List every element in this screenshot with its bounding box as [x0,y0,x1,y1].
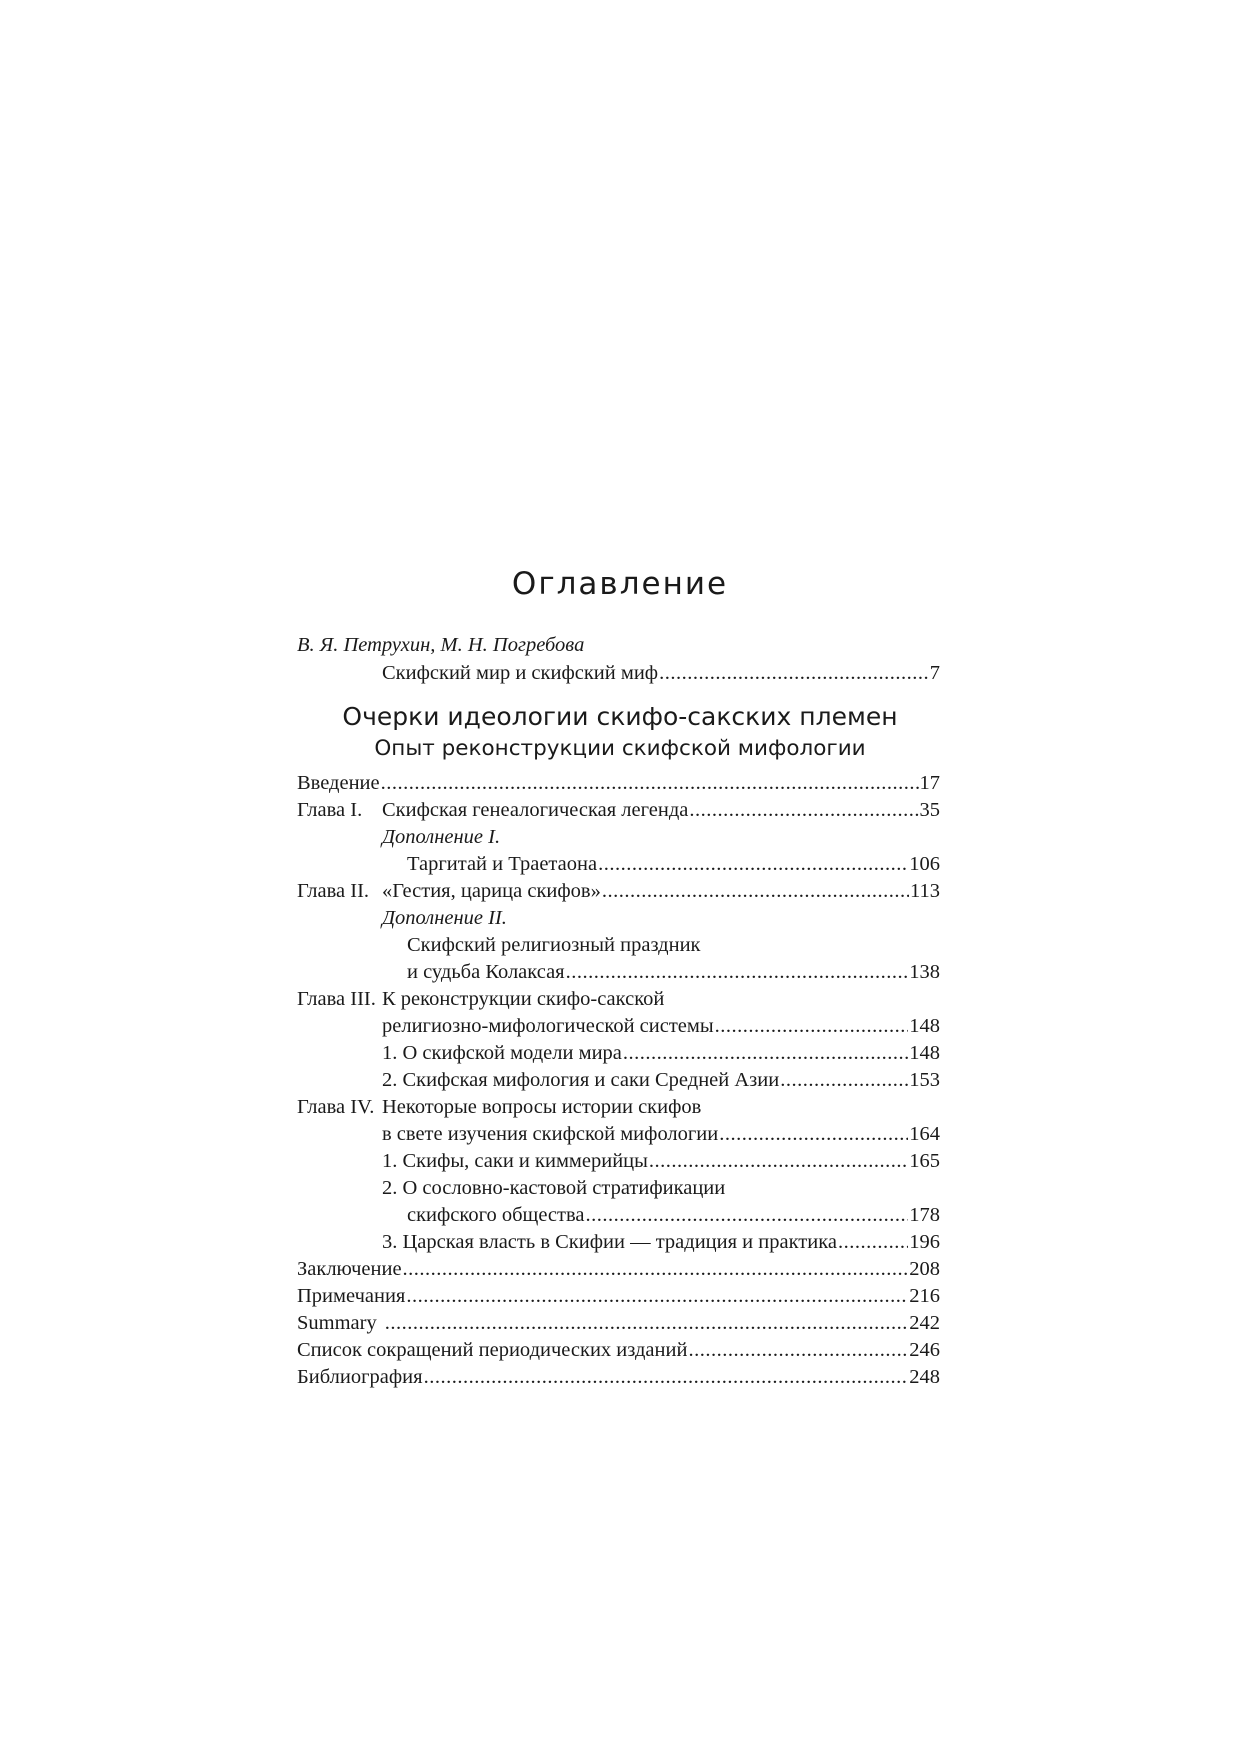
toc-entry-notes[interactable] [297,1283,940,1310]
toc-entry-title: 1. Скифы, саки и киммерийцы [382,1150,648,1172]
leader-dots [598,851,908,878]
toc-page-number: 138 [909,961,940,983]
toc-entry-title: Summary [297,1312,377,1334]
toc-entry-appendix-1[interactable] [407,851,940,878]
leader-dots [566,959,909,986]
toc-entry-title: 2. Скифская мифология и саки Средней Азии [382,1069,780,1091]
toc-page-number: 165 [909,1150,940,1172]
leader-dots [780,1067,908,1094]
leader-dots [385,1310,909,1337]
book-subtitle: Опыт реконструкции скифской мифологии [374,736,866,761]
toc-entry-title: и судьба Колаксая [407,961,565,983]
toc-entry-vvedenie[interactable] [297,770,940,797]
book-title: Очерки идеологии скифо-сакских племен [342,702,898,731]
toc-entry-title: Список сокращений периодических изданий [297,1339,688,1361]
leader-dots [838,1229,908,1256]
toc-entry-chapter-1[interactable] [382,797,940,824]
toc-page-number: 17 [919,772,940,794]
leader-dots [623,1040,908,1067]
toc-page-number: 106 [909,853,940,875]
leader-dots [424,1364,909,1391]
toc-entry-chapter-2[interactable] [382,878,940,905]
toc-page-number: 35 [919,799,940,821]
page-title: Оглавление [511,566,729,602]
toc-page-number: 164 [909,1123,940,1145]
toc-entry-title: религиозно-мифологической системы [382,1015,714,1037]
chapter-prefix: Глава I. [297,799,363,821]
appendix-label: Дополнение I. [382,826,501,848]
toc-entry-title: Введение [297,772,380,794]
appendix-label: Дополнение II. [382,907,507,929]
toc-entry-title-line: 2. О сословно-кастовой стратификации [382,1177,726,1199]
leader-dots [381,770,919,797]
toc-entry-appendix-2[interactable] [407,959,940,986]
leader-dots [688,1337,908,1364]
toc-entry-title-line: Некоторые вопросы истории скифов [382,1096,702,1118]
toc-entry-abbreviations[interactable] [297,1337,940,1364]
toc-page-number: 178 [909,1204,940,1226]
leader-dots [689,797,918,824]
toc-page-number: 148 [909,1015,940,1037]
toc-entry-title: Библиография [297,1366,423,1388]
toc-page-number: 208 [909,1258,940,1280]
toc-entry-intro[interactable] [382,660,940,687]
toc-entry-chapter-3[interactable] [382,1013,940,1040]
chapter-prefix: Глава II. [297,880,370,902]
toc-page-number: 216 [909,1285,940,1307]
toc-page-number: 246 [909,1339,940,1361]
toc-entry-summary[interactable] [297,1310,940,1337]
toc-entry-title: 1. О скифской модели мира [382,1042,622,1064]
toc-entry-title: Скифская генеалогическая легенда [382,799,689,821]
toc-page-number: 148 [909,1042,940,1064]
leader-dots [406,1283,908,1310]
toc-entry-title: Скифский мир и скифский миф [382,662,659,684]
chapter-prefix: Глава IV. [297,1096,375,1118]
toc-entry-chapter-4-2[interactable] [407,1202,940,1229]
toc-page-number: 248 [909,1366,940,1388]
toc-entry-title: «Гестия, царица скифов» [382,880,601,902]
toc-entry-title: 3. Царская власть в Скифии — традиция и практика [382,1231,837,1253]
toc-page-number: 153 [909,1069,940,1091]
toc-entry-bibliography[interactable] [297,1364,940,1391]
toc-entry-title: скифского общества [407,1204,585,1226]
toc-entry-chapter-4[interactable] [382,1121,940,1148]
toc-entry-title-line: Скифский религиозный праздник [407,934,701,956]
toc-page-number: 7 [929,662,940,684]
toc-entry-title: Заключение [297,1258,402,1280]
toc-entry-title: в свете изучения скифской мифологии [382,1123,719,1145]
toc-entry-chapter-4-3[interactable] [382,1229,940,1256]
toc-page-number: 113 [910,880,940,902]
toc-entry-chapter-4-1[interactable] [382,1148,940,1175]
toc-entry-title: Таргитай и Траетаона [407,853,598,875]
toc-page-number: 242 [909,1312,940,1334]
chapter-prefix: Глава III. [297,988,376,1010]
leader-dots [649,1148,908,1175]
leader-dots [715,1013,909,1040]
toc-entry-title: Примечания [297,1285,406,1307]
leader-dots [586,1202,909,1229]
leader-dots [602,878,909,905]
leader-dots [719,1121,908,1148]
toc-entry-conclusion[interactable] [297,1256,940,1283]
intro-author: В. Я. Петрухин, М. Н. Погребова [297,634,585,656]
toc-entry-title-line: К реконструкции скифо-сакской [382,988,665,1010]
leader-dots [659,660,929,687]
toc-entry-chapter-3-1[interactable] [382,1040,940,1067]
toc-page-number: 196 [909,1231,940,1253]
toc-entry-chapter-3-2[interactable] [382,1067,940,1094]
leader-dots [403,1256,909,1283]
